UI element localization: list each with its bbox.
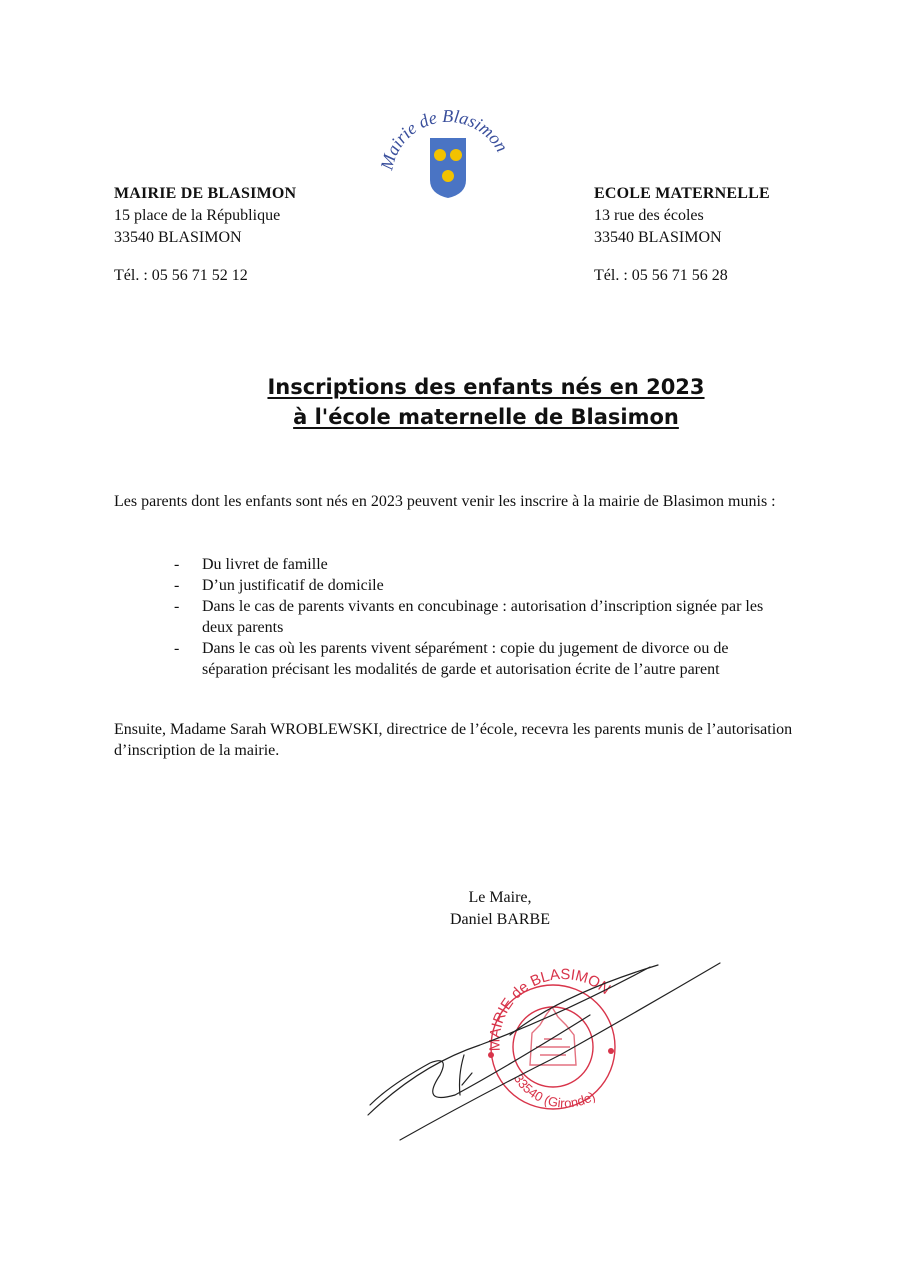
mairie-phone: Tél. : 05 56 71 52 12 bbox=[114, 267, 248, 284]
school-address bbox=[594, 183, 770, 249]
blasimon-coat-of-arms-icon bbox=[378, 98, 518, 206]
mairie-name: MAIRIE DE BLASIMON bbox=[114, 185, 297, 202]
title-line-1: Inscriptions des enfants nés en 2023 bbox=[267, 375, 705, 399]
list-item bbox=[114, 575, 794, 596]
school-name: ECOLE MATERNELLE bbox=[594, 185, 770, 202]
list-item-text: Dans le cas où les parents vivent séparément : copie du jugement de divorce ou de séparation précisant les modalités de garde et autorisation écrite de l’autre parent bbox=[202, 640, 729, 678]
official-stamp bbox=[360, 955, 730, 1145]
bullet-dash: - bbox=[174, 556, 180, 573]
school-street: 13 rue des écoles bbox=[594, 207, 704, 224]
list-item-text: Dans le cas de parents vivants en concubinage : autorisation d’inscription signée par les deux parents bbox=[202, 598, 764, 636]
stamp-bottom-text: 33540 (Gironde) bbox=[510, 1071, 598, 1111]
stamp-top-text: MAIRIE de BLASIMON bbox=[486, 965, 614, 1052]
list-item-text: Du livret de famille bbox=[202, 556, 328, 573]
logo-text: Mairie de Blasimon bbox=[378, 105, 513, 172]
requirements-list bbox=[114, 554, 794, 680]
signature-block bbox=[440, 887, 560, 931]
list-item bbox=[114, 596, 794, 638]
closing-paragraph: Ensuite, Madame Sarah WROBLEWSKI, directrice de l’école, recevra les parents munis de l’autorisation d’inscription de la mairie. bbox=[114, 721, 793, 759]
bullet-dash: - bbox=[174, 598, 180, 615]
list-item-text: D’un justificatif de domicile bbox=[202, 577, 384, 594]
mairie-city: 33540 BLASIMON bbox=[114, 229, 242, 246]
handwritten-signature-icon bbox=[368, 963, 720, 1140]
school-city: 33540 BLASIMON bbox=[594, 229, 722, 246]
mairie-address bbox=[114, 183, 296, 249]
bullet-dash: - bbox=[174, 577, 180, 594]
signatory-name: Daniel BARBE bbox=[450, 911, 550, 928]
school-phone: Tél. : 05 56 71 56 28 bbox=[594, 267, 728, 284]
mairie-street: 15 place de la République bbox=[114, 207, 281, 224]
list-item bbox=[114, 554, 794, 575]
svg-text:33540 (Gironde) bbox=[511, 1071, 598, 1110]
signatory-role: Le Maire, bbox=[468, 889, 532, 906]
list-item bbox=[114, 638, 794, 680]
document-title bbox=[0, 372, 900, 432]
mairie-logo bbox=[378, 98, 518, 206]
bullet-dash: - bbox=[174, 640, 180, 657]
intro-paragraph: Les parents dont les enfants sont nés en 2023 peuvent venir les inscrire à la mairie de Blasimon munis : bbox=[114, 493, 776, 510]
title-line-2: à l'école maternelle de Blasimon bbox=[293, 405, 679, 429]
stamp-seal-icon bbox=[360, 955, 730, 1145]
